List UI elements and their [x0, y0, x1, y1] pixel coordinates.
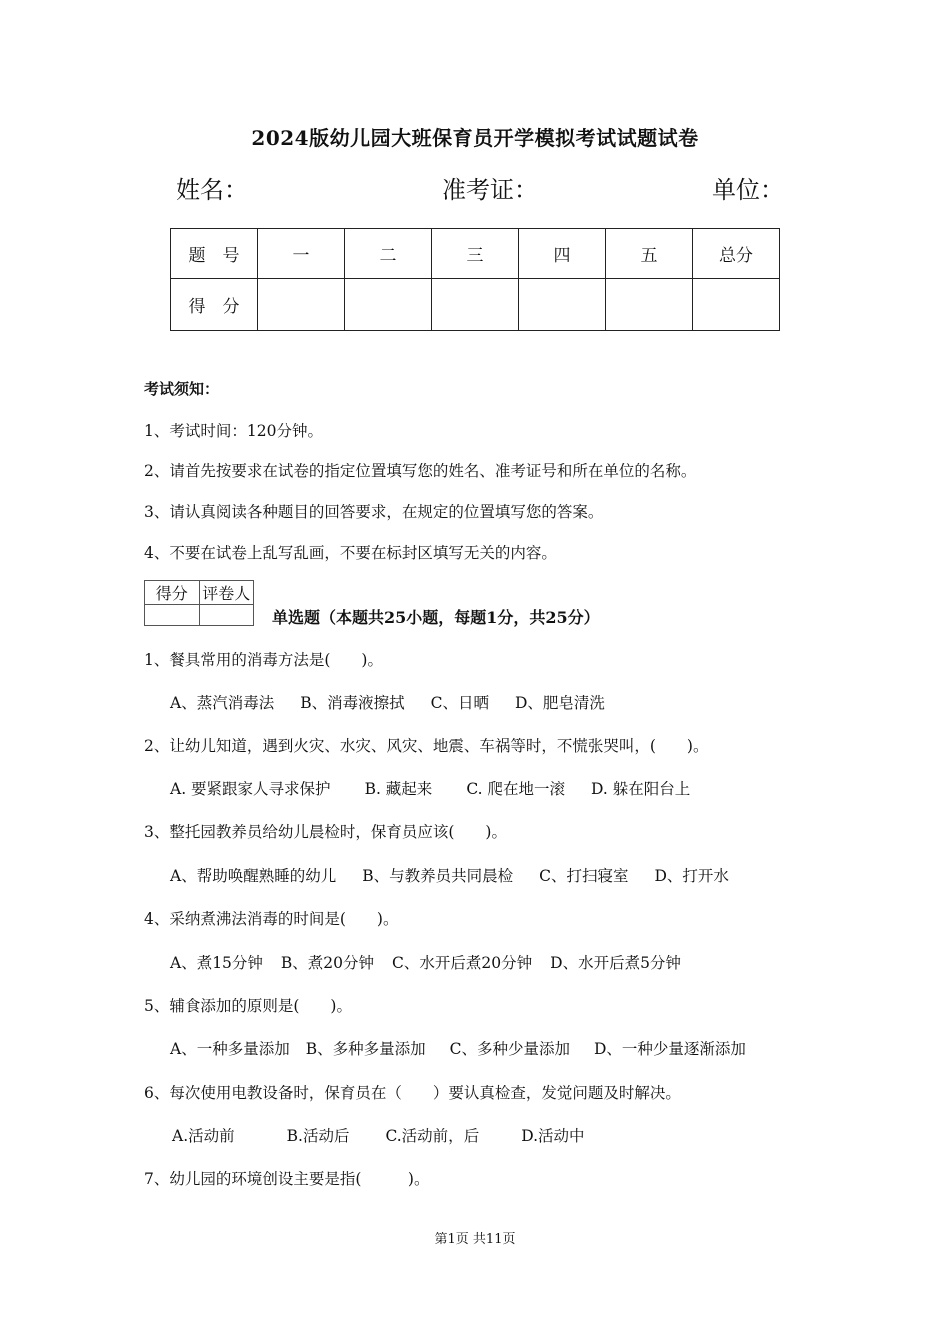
- option-a: A、煮15分钟: [170, 954, 263, 972]
- exam-title: 2024版幼儿园大班保育员开学模拟考试试题试卷: [251, 126, 699, 150]
- grader-name-cell: [199, 605, 254, 626]
- score-table-header-row: [171, 229, 780, 279]
- option-a: A、帮助唤醒熟睡的幼儿: [170, 867, 337, 885]
- option-d: D、打开水: [654, 867, 729, 885]
- option-c: C、打扫寝室: [539, 867, 629, 885]
- option-d: D、一种少量逐渐添加: [593, 1040, 746, 1058]
- unit-field-label: 单位：: [712, 176, 784, 204]
- question-text: 5、辅食添加的原则是( )。: [144, 997, 352, 1015]
- section-title: 单选题（本题共25小题，每题1分，共25分）: [272, 608, 600, 627]
- page-footer: 第1页 共11页: [434, 1232, 516, 1247]
- question-options: [170, 864, 729, 886]
- option-d: D、肥皂清洗: [514, 694, 605, 712]
- notice-item: 3、请认真阅读各种题目的回答要求，在规定的位置填写您的答案。: [144, 503, 604, 521]
- score-header-part-3: 三: [432, 229, 519, 279]
- option-c: C、水开后煮20分钟: [392, 954, 533, 972]
- score-table-score-row: [171, 279, 780, 331]
- question-options: [170, 691, 605, 713]
- question-text: 7、幼儿园的环境创设主要是指( )。: [144, 1170, 430, 1188]
- score-row-label: 得 分: [171, 279, 258, 331]
- score-header-total: 总分: [693, 229, 780, 279]
- score-cell-total: [693, 279, 780, 331]
- option-a: A、蒸汽消毒法: [170, 694, 275, 712]
- option-b: B、消毒液擦拭: [300, 694, 405, 712]
- question-text: 4、采纳煮沸法消毒的时间是( )。: [144, 910, 399, 928]
- option-b: B. 藏起来: [364, 780, 433, 798]
- notice-heading: 考试须知：: [144, 380, 220, 398]
- option-c: C、多种少量添加: [449, 1040, 570, 1058]
- question-options: [172, 1124, 585, 1146]
- grader-box: [144, 580, 254, 626]
- grader-score-cell: [145, 605, 200, 626]
- option-c: C、日晒: [430, 694, 489, 712]
- question-options: [170, 1037, 746, 1059]
- score-header-part-2: 二: [345, 229, 432, 279]
- option-a: A、一种多量添加: [170, 1040, 290, 1058]
- score-header-part-5: 五: [606, 229, 693, 279]
- question-text: 6、每次使用电教设备时，保育员在（ ）要认真检查，发觉问题及时解决。: [144, 1084, 681, 1102]
- notice-item: 1、考试时间：120分钟。: [144, 422, 323, 440]
- question-options: [170, 777, 690, 799]
- exam-id-field-label: 准考证：: [442, 176, 538, 204]
- option-c: C.活动前，后: [385, 1127, 480, 1145]
- option-c: C. 爬在地一滚: [466, 780, 565, 798]
- score-cell-5: [606, 279, 693, 331]
- score-header-label: 题 号: [171, 229, 258, 279]
- option-b: B、与教养员共同晨检: [362, 867, 514, 885]
- question-text: 1、餐具常用的消毒方法是( )。: [144, 651, 383, 669]
- option-b: B、煮20分钟: [280, 954, 375, 972]
- notice-item: 4、不要在试卷上乱写乱画，不要在标封区填写无关的内容。: [144, 544, 557, 562]
- option-a: A. 要紧跟家人寻求保护: [170, 780, 331, 798]
- score-cell-1: [258, 279, 345, 331]
- option-d: D、水开后煮5分钟: [550, 954, 681, 972]
- score-cell-3: [432, 279, 519, 331]
- score-header-part-1: 一: [258, 229, 345, 279]
- score-cell-4: [519, 279, 606, 331]
- grader-score-label: 得分: [145, 581, 200, 605]
- question-options: [170, 951, 681, 973]
- score-table: [170, 228, 780, 331]
- option-b: B.活动后: [286, 1127, 350, 1145]
- name-field-label: 姓名：: [176, 176, 248, 204]
- notice-item: 2、请首先按要求在试卷的指定位置填写您的姓名、准考证号和所在单位的名称。: [144, 462, 697, 480]
- question-text: 2、让幼儿知道，遇到火灾、水灾、风灾、地震、车祸等时，不慌张哭叫，( )。: [144, 737, 709, 755]
- score-header-part-4: 四: [519, 229, 606, 279]
- option-b: B、多种多量添加: [305, 1040, 426, 1058]
- score-cell-2: [345, 279, 432, 331]
- grader-name-label: 评卷人: [199, 581, 254, 605]
- question-text: 3、整托园教养员给幼儿晨检时，保育员应该( )。: [144, 823, 507, 841]
- option-d: D. 躲在阳台上: [590, 780, 691, 798]
- option-a: A.活动前: [172, 1127, 235, 1145]
- option-d: D.活动中: [521, 1127, 585, 1145]
